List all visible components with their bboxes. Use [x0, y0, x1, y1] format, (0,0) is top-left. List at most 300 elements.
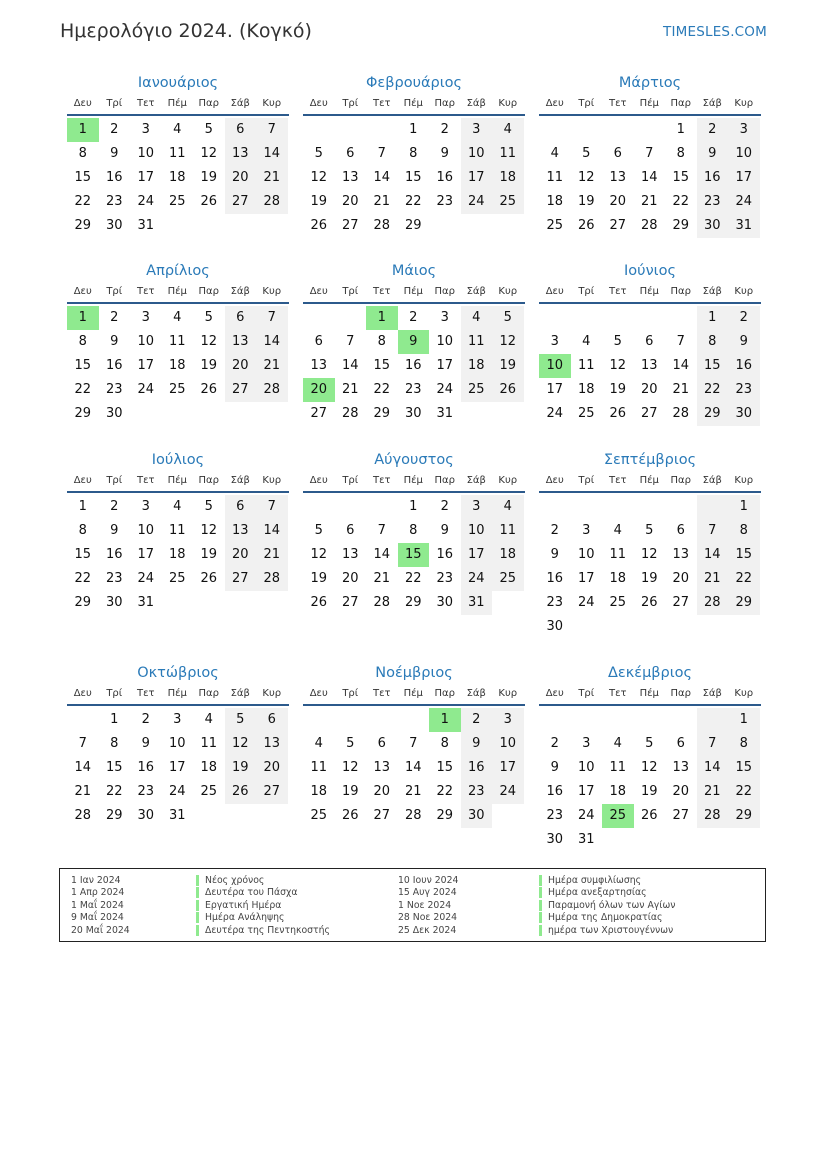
day-cell: 3 [728, 118, 760, 142]
weekday-header [67, 471, 289, 493]
day-cell: 18 [546, 194, 564, 209]
weekday-label: Τετ [372, 688, 391, 699]
day-cell: 20 [609, 194, 627, 209]
day-cell: 16 [697, 166, 729, 190]
day-cell: 4 [314, 736, 323, 751]
day-cell: 28 [640, 218, 658, 233]
day-grid [539, 495, 761, 639]
day-cell: 25 [200, 784, 218, 799]
day-grid [303, 708, 525, 828]
day-cell: 20 [341, 571, 359, 586]
weekday-label: Παρ [434, 98, 455, 109]
day-cell: 3 [461, 118, 493, 142]
day-cell: 10 [492, 732, 524, 756]
day-cell: 30 [461, 804, 493, 828]
day-cell: 17 [461, 166, 493, 190]
day-cell: 8 [697, 330, 729, 354]
day-cell: 21 [74, 784, 92, 799]
weekday-label: Παρ [198, 98, 219, 109]
day-cell: 28 [256, 567, 288, 591]
day-cell: 15 [697, 354, 729, 378]
weekday-header [539, 94, 761, 116]
month-name: Ιούλιος [151, 452, 205, 468]
day-cell: 14 [640, 170, 658, 185]
day-cell: 8 [78, 146, 87, 161]
day-cell: 5 [204, 122, 213, 137]
day-cell: 25 [492, 190, 524, 214]
day-cell: 6 [676, 523, 685, 538]
day-cell: 24 [728, 190, 760, 214]
day-cell: 21 [672, 382, 690, 397]
empty-cell [366, 708, 398, 732]
weekday-label: Πέμ [639, 98, 659, 109]
day-cell: 26 [310, 595, 328, 610]
weekday-label: Παρ [434, 475, 455, 486]
day-cell: 27 [640, 406, 658, 421]
legend-date: 1 Νοε 2024 [398, 899, 452, 911]
day-cell: 28 [672, 406, 690, 421]
day-cell: 5 [346, 736, 355, 751]
day-cell: 29 [404, 218, 422, 233]
month-name: Οκτώβριος [137, 665, 219, 681]
day-cell: 17 [137, 358, 155, 373]
day-grid [67, 118, 289, 238]
weekday-label: Δευ [545, 286, 564, 297]
day-cell: 23 [105, 571, 123, 586]
day-cell: 9 [728, 330, 760, 354]
day-cell: 15 [74, 547, 92, 562]
weekday-label: Παρ [670, 286, 691, 297]
day-cell: 25 [168, 194, 186, 209]
day-cell: 29 [728, 804, 760, 828]
day-cell: 18 [168, 170, 186, 185]
day-cell: 17 [577, 571, 595, 586]
legend-date: 15 Αυγ 2024 [398, 887, 457, 899]
day-cell: 7 [676, 334, 685, 349]
day-cell: 22 [436, 784, 454, 799]
legend-holiday-name: Ημέρα της Δημοκρατίας [539, 912, 663, 923]
day-cell: 27 [310, 406, 328, 421]
day-cell: 13 [256, 732, 288, 756]
day-cell: 13 [310, 358, 328, 373]
day-cell: 13 [672, 760, 690, 775]
day-cell: 23 [105, 382, 123, 397]
month-name: Μάρτιος [618, 75, 682, 91]
weekday-label: Κυρ [734, 98, 754, 109]
weekday-label: Τρί [578, 286, 595, 297]
legend-date: 25 Δεκ 2024 [398, 924, 457, 936]
holiday-cell: 9 [398, 330, 430, 354]
day-cell: 10 [577, 760, 595, 775]
day-cell: 14 [373, 547, 391, 562]
day-grid [539, 118, 761, 238]
day-cell: 16 [546, 784, 564, 799]
day-cell: 21 [341, 382, 359, 397]
day-cell: 11 [609, 760, 627, 775]
weekday-label: Σάβ [702, 688, 722, 699]
day-cell: 25 [168, 382, 186, 397]
day-cell: 1 [728, 708, 760, 732]
weekday-label: Δευ [309, 98, 328, 109]
day-cell: 31 [577, 832, 595, 847]
day-cell: 21 [256, 354, 288, 378]
weekday-label: Σάβ [466, 688, 486, 699]
day-cell: 7 [409, 736, 418, 751]
day-cell: 14 [256, 330, 288, 354]
day-cell: 6 [225, 495, 257, 519]
day-cell: 27 [225, 567, 257, 591]
day-cell: 3 [141, 122, 150, 137]
day-cell: 18 [200, 760, 218, 775]
day-cell: 2 [440, 122, 449, 137]
month-block [303, 449, 525, 615]
weekday-label: Παρ [670, 475, 691, 486]
weekday-label: Δευ [545, 475, 564, 486]
day-cell: 10 [728, 142, 760, 166]
weekday-label: Τετ [608, 286, 627, 297]
empty-cell [335, 118, 367, 142]
day-cell: 3 [141, 499, 150, 514]
day-cell: 14 [697, 543, 729, 567]
day-cell: 8 [78, 334, 87, 349]
day-cell: 15 [373, 358, 391, 373]
day-grid [303, 118, 525, 238]
day-cell: 9 [110, 334, 119, 349]
day-cell: 5 [582, 146, 591, 161]
empty-cell [571, 708, 603, 732]
day-cell: 25 [546, 218, 564, 233]
day-cell: 28 [256, 378, 288, 402]
day-cell: 7 [377, 146, 386, 161]
day-cell: 20 [373, 784, 391, 799]
day-cell: 11 [492, 142, 524, 166]
day-cell: 7 [697, 732, 729, 756]
day-cell: 9 [440, 523, 449, 538]
empty-cell [665, 708, 697, 732]
weekday-label: Τετ [608, 475, 627, 486]
weekday-label: Τετ [372, 286, 391, 297]
weekday-label: Τετ [372, 98, 391, 109]
day-cell: 10 [577, 547, 595, 562]
weekday-label: Σάβ [466, 475, 486, 486]
legend-date: 20 Μαΐ 2024 [71, 924, 130, 936]
day-cell: 31 [461, 591, 493, 615]
day-cell: 27 [373, 808, 391, 823]
day-cell: 14 [697, 756, 729, 780]
day-cell: 13 [341, 170, 359, 185]
month-name: Ιούνιος [624, 263, 676, 279]
day-cell: 13 [225, 330, 257, 354]
weekday-label: Πέμ [639, 475, 659, 486]
day-cell: 25 [168, 571, 186, 586]
day-cell: 30 [105, 406, 123, 421]
day-cell: 26 [640, 808, 658, 823]
day-cell: 28 [74, 808, 92, 823]
day-cell: 22 [672, 194, 690, 209]
month-block [539, 662, 761, 852]
day-cell: 24 [436, 382, 454, 397]
empty-cell [303, 118, 335, 142]
day-cell: 9 [110, 146, 119, 161]
day-cell: 13 [609, 170, 627, 185]
empty-cell [539, 708, 571, 732]
empty-cell [335, 306, 367, 330]
weekday-label: Τρί [106, 688, 123, 699]
day-cell: 27 [672, 808, 690, 823]
empty-cell [697, 495, 729, 519]
day-cell: 24 [461, 190, 493, 214]
legend-holiday-name: Νέος χρόνος [196, 875, 264, 886]
day-cell: 17 [137, 170, 155, 185]
day-cell: 11 [461, 330, 493, 354]
day-cell: 21 [697, 567, 729, 591]
day-cell: 22 [728, 780, 760, 804]
day-cell: 18 [609, 571, 627, 586]
empty-cell [602, 495, 634, 519]
day-cell: 9 [110, 523, 119, 538]
day-cell: 19 [225, 756, 257, 780]
day-cell: 16 [546, 571, 564, 586]
day-cell: 6 [613, 146, 622, 161]
day-cell: 8 [409, 523, 418, 538]
legend-date: 10 Ιουν 2024 [398, 875, 459, 886]
weekday-header [67, 684, 289, 706]
weekday-label: Δευ [309, 688, 328, 699]
day-cell: 29 [74, 406, 92, 421]
legend-holiday-name: Ημέρα ανεξαρτησίας [539, 887, 647, 898]
day-cell: 1 [697, 306, 729, 330]
empty-cell [67, 708, 99, 732]
weekday-label: Κυρ [734, 688, 754, 699]
weekday-label: Τρί [342, 688, 359, 699]
day-cell: 29 [74, 595, 92, 610]
day-cell: 23 [461, 780, 493, 804]
weekday-label: Τρί [578, 688, 595, 699]
day-cell: 7 [256, 118, 288, 142]
day-cell: 17 [168, 760, 186, 775]
day-cell: 11 [492, 519, 524, 543]
day-cell: 23 [105, 194, 123, 209]
day-cell: 19 [310, 571, 328, 586]
day-grid [67, 708, 289, 828]
day-cell: 9 [141, 736, 150, 751]
legend-date: 9 Μαΐ 2024 [71, 912, 124, 924]
day-cell: 19 [577, 194, 595, 209]
day-cell: 28 [373, 595, 391, 610]
brand-link[interactable]: TIMESLES.COM [663, 24, 767, 40]
legend-date: 1 Ιαν 2024 [71, 875, 121, 886]
weekday-label: Τετ [136, 475, 155, 486]
day-cell: 12 [492, 330, 524, 354]
weekday-label: Σάβ [702, 286, 722, 297]
day-cell: 27 [341, 595, 359, 610]
weekday-label: Πέμ [403, 688, 423, 699]
legend-holiday-name: Παραμονή όλων των Αγίων [539, 900, 675, 911]
day-cell: 2 [110, 499, 119, 514]
holiday-cell: 10 [539, 354, 571, 378]
day-cell: 26 [200, 571, 218, 586]
month-name: Μάιος [391, 263, 437, 279]
day-cell: 7 [377, 523, 386, 538]
day-cell: 24 [461, 567, 493, 591]
day-cell: 6 [346, 523, 355, 538]
day-cell: 2 [461, 708, 493, 732]
day-cell: 11 [168, 146, 186, 161]
empty-cell [335, 708, 367, 732]
weekday-label: Παρ [670, 98, 691, 109]
month-block [67, 72, 289, 238]
weekday-label: Δευ [309, 286, 328, 297]
weekday-label: Πέμ [167, 98, 187, 109]
day-cell: 12 [609, 358, 627, 373]
day-cell: 2 [110, 122, 119, 137]
day-cell: 10 [436, 334, 454, 349]
legend-holiday-name: Δευτέρα της Πεντηκοστής [196, 925, 330, 936]
day-cell: 17 [492, 756, 524, 780]
day-cell: 3 [461, 495, 493, 519]
weekday-header [539, 471, 761, 493]
day-cell: 18 [492, 543, 524, 567]
weekday-label: Παρ [434, 286, 455, 297]
weekday-label: Σάβ [230, 98, 250, 109]
day-cell: 30 [137, 808, 155, 823]
day-cell: 29 [404, 595, 422, 610]
day-cell: 26 [200, 194, 218, 209]
weekday-label: Δευ [73, 475, 92, 486]
day-cell: 25 [310, 808, 328, 823]
day-cell: 3 [173, 712, 182, 727]
day-cell: 28 [697, 804, 729, 828]
day-cell: 16 [461, 756, 493, 780]
weekday-label: Παρ [198, 286, 219, 297]
day-cell: 2 [409, 310, 418, 325]
day-cell: 10 [137, 334, 155, 349]
day-cell: 25 [609, 595, 627, 610]
day-cell: 5 [492, 306, 524, 330]
day-cell: 6 [225, 118, 257, 142]
day-cell: 20 [640, 382, 658, 397]
weekday-label: Τετ [136, 98, 155, 109]
day-cell: 2 [141, 712, 150, 727]
weekday-label: Τρί [342, 286, 359, 297]
day-cell: 4 [204, 712, 213, 727]
day-cell: 4 [461, 306, 493, 330]
month-block [539, 72, 761, 238]
day-cell: 17 [546, 382, 564, 397]
day-cell: 16 [137, 760, 155, 775]
day-cell: 22 [697, 378, 729, 402]
day-cell: 7 [697, 519, 729, 543]
weekday-label: Κυρ [734, 475, 754, 486]
day-cell: 12 [200, 334, 218, 349]
weekday-header [539, 282, 761, 304]
day-cell: 19 [200, 358, 218, 373]
day-cell: 31 [168, 808, 186, 823]
day-cell: 11 [168, 523, 186, 538]
day-cell: 27 [341, 218, 359, 233]
day-cell: 21 [697, 780, 729, 804]
weekday-label: Πέμ [403, 475, 423, 486]
day-cell: 3 [582, 523, 591, 538]
weekday-label: Δευ [73, 286, 92, 297]
day-cell: 14 [256, 519, 288, 543]
day-cell: 9 [461, 732, 493, 756]
day-cell: 5 [645, 736, 654, 751]
day-cell: 24 [577, 595, 595, 610]
day-cell: 19 [200, 547, 218, 562]
day-cell: 19 [640, 784, 658, 799]
holiday-cell: 1 [429, 708, 461, 732]
day-cell: 28 [697, 591, 729, 615]
day-cell: 2 [550, 736, 559, 751]
day-cell: 22 [373, 382, 391, 397]
day-cell: 24 [137, 571, 155, 586]
day-cell: 6 [346, 146, 355, 161]
day-cell: 15 [728, 543, 760, 567]
day-cell: 21 [640, 194, 658, 209]
day-cell: 5 [204, 310, 213, 325]
day-cell: 18 [461, 354, 493, 378]
day-grid [303, 306, 525, 426]
day-cell: 22 [728, 567, 760, 591]
day-cell: 27 [225, 378, 257, 402]
day-cell: 21 [373, 571, 391, 586]
day-cell: 4 [492, 118, 524, 142]
day-cell: 16 [728, 354, 760, 378]
empty-cell [539, 495, 571, 519]
day-cell: 6 [225, 306, 257, 330]
day-cell: 11 [168, 334, 186, 349]
weekday-label: Σάβ [702, 98, 722, 109]
day-cell: 9 [550, 547, 559, 562]
weekday-label: Τετ [608, 688, 627, 699]
holiday-cell: 1 [67, 306, 99, 330]
day-cell: 27 [672, 595, 690, 610]
day-cell: 30 [105, 218, 123, 233]
day-cell: 2 [110, 310, 119, 325]
month-block [303, 72, 525, 238]
day-cell: 1 [728, 495, 760, 519]
day-cell: 26 [609, 406, 627, 421]
month-name: Ιανουάριος [137, 75, 219, 91]
day-cell: 13 [640, 358, 658, 373]
day-cell: 30 [546, 619, 564, 634]
day-cell: 9 [440, 146, 449, 161]
day-cell: 29 [728, 591, 760, 615]
day-cell: 8 [676, 146, 685, 161]
empty-cell [602, 708, 634, 732]
day-cell: 20 [672, 784, 690, 799]
day-cell: 29 [74, 218, 92, 233]
day-cell: 4 [613, 523, 622, 538]
day-cell: 14 [404, 760, 422, 775]
weekday-label: Δευ [545, 688, 564, 699]
weekday-label: Τρί [342, 475, 359, 486]
weekday-label: Τετ [136, 286, 155, 297]
day-cell: 17 [436, 358, 454, 373]
weekday-label: Δευ [73, 98, 92, 109]
day-cell: 7 [256, 306, 288, 330]
weekday-label: Τρί [578, 475, 595, 486]
legend-date: 1 Μαΐ 2024 [71, 899, 124, 911]
day-cell: 1 [676, 122, 685, 137]
day-grid [539, 708, 761, 852]
legend-holiday-name: Ημέρα συμφιλίωσης [539, 875, 641, 886]
empty-cell [665, 306, 697, 330]
month-block [67, 662, 289, 828]
weekday-label: Τετ [372, 475, 391, 486]
day-cell: 6 [645, 334, 654, 349]
